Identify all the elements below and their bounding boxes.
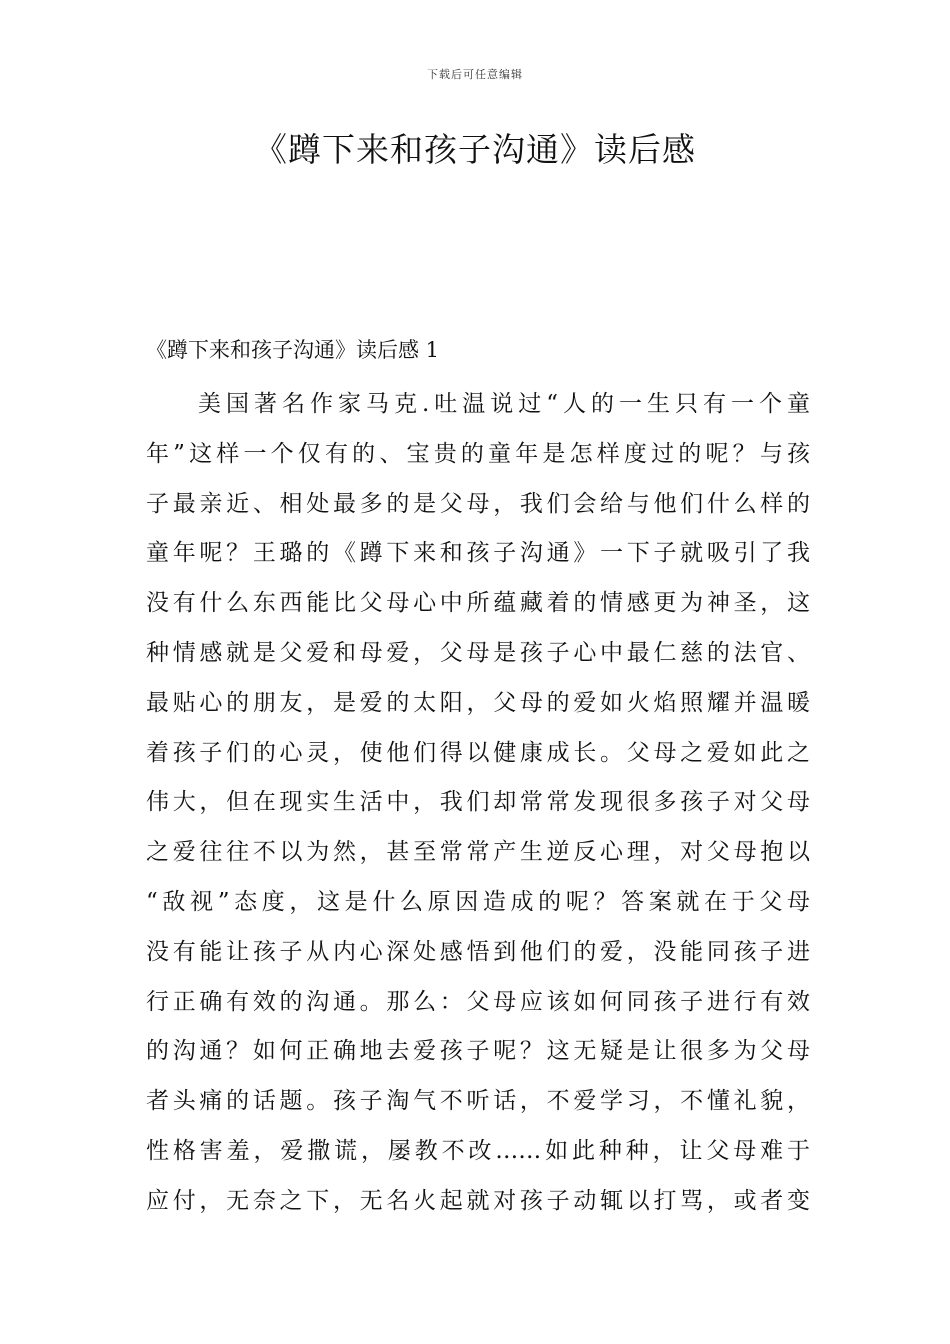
paragraph-line: 伟大，但在现实生活中，我们却常常发现很多孩子对父母 — [146, 789, 810, 816]
paragraph-line: 之爱往往不以为然，甚至常常产生逆反心理，对父母抱以 — [146, 839, 810, 866]
paragraph-line: 美国著名作家马克.吐温说过“人的一生只有一个童 — [198, 391, 810, 417]
paragraph — [146, 380, 810, 1227]
document-body — [146, 330, 810, 1227]
paragraph-line: “敌视”态度，这是什么原因造成的呢？答案就在于父母 — [146, 888, 810, 915]
paragraph-line: 者头痛的话题。孩子淘气不听话，不爱学习，不懂礼貌， — [146, 1088, 810, 1115]
paragraph-line: 子最亲近、相处最多的是父母，我们会给与他们什么样的 — [146, 490, 810, 517]
paragraph-line: 性格害羞，爱撒谎，屡教不改……如此种种，让父母难于 — [146, 1137, 810, 1164]
section-heading: 《蹲下来和孩子沟通》读后感 1 — [146, 338, 440, 362]
paragraph-line: 种情感就是父爱和母爱，父母是孩子心中最仁慈的法官、 — [146, 639, 810, 666]
paragraph-line: 行正确有效的沟通。那么：父母应该如何同孩子进行有效 — [146, 988, 810, 1015]
paragraph-line: 着孩子们的心灵，使他们得以健康成长。父母之爱如此之 — [146, 739, 810, 766]
paragraph-line: 最贴心的朋友，是爱的太阳，父母的爱如火焰照耀并温暖 — [146, 689, 810, 716]
paragraph-line: 应付，无奈之下，无名火起就对孩子动辄以打骂，或者变 — [146, 1187, 810, 1214]
header-note: 下载后可任意编辑 — [427, 68, 523, 81]
paragraph-line: 没有什么东西能比父母心中所蕴藏着的情感更为神圣，这 — [146, 590, 810, 617]
paragraph-line: 童年呢？王璐的《蹲下来和孩子沟通》一下子就吸引了我 — [146, 540, 810, 567]
paragraph-line: 的沟通？如何正确地去爱孩子呢？这无疑是让很多为父母 — [146, 1038, 810, 1065]
paragraph-line: 没有能让孩子从内心深处感悟到他们的爱，没能同孩子进 — [146, 938, 810, 965]
paragraph-line: 年”这样一个仅有的、宝贵的童年是怎样度过的呢？与孩 — [146, 440, 810, 467]
document-title: 《蹲下来和孩子沟通》读后感 — [254, 130, 696, 169]
